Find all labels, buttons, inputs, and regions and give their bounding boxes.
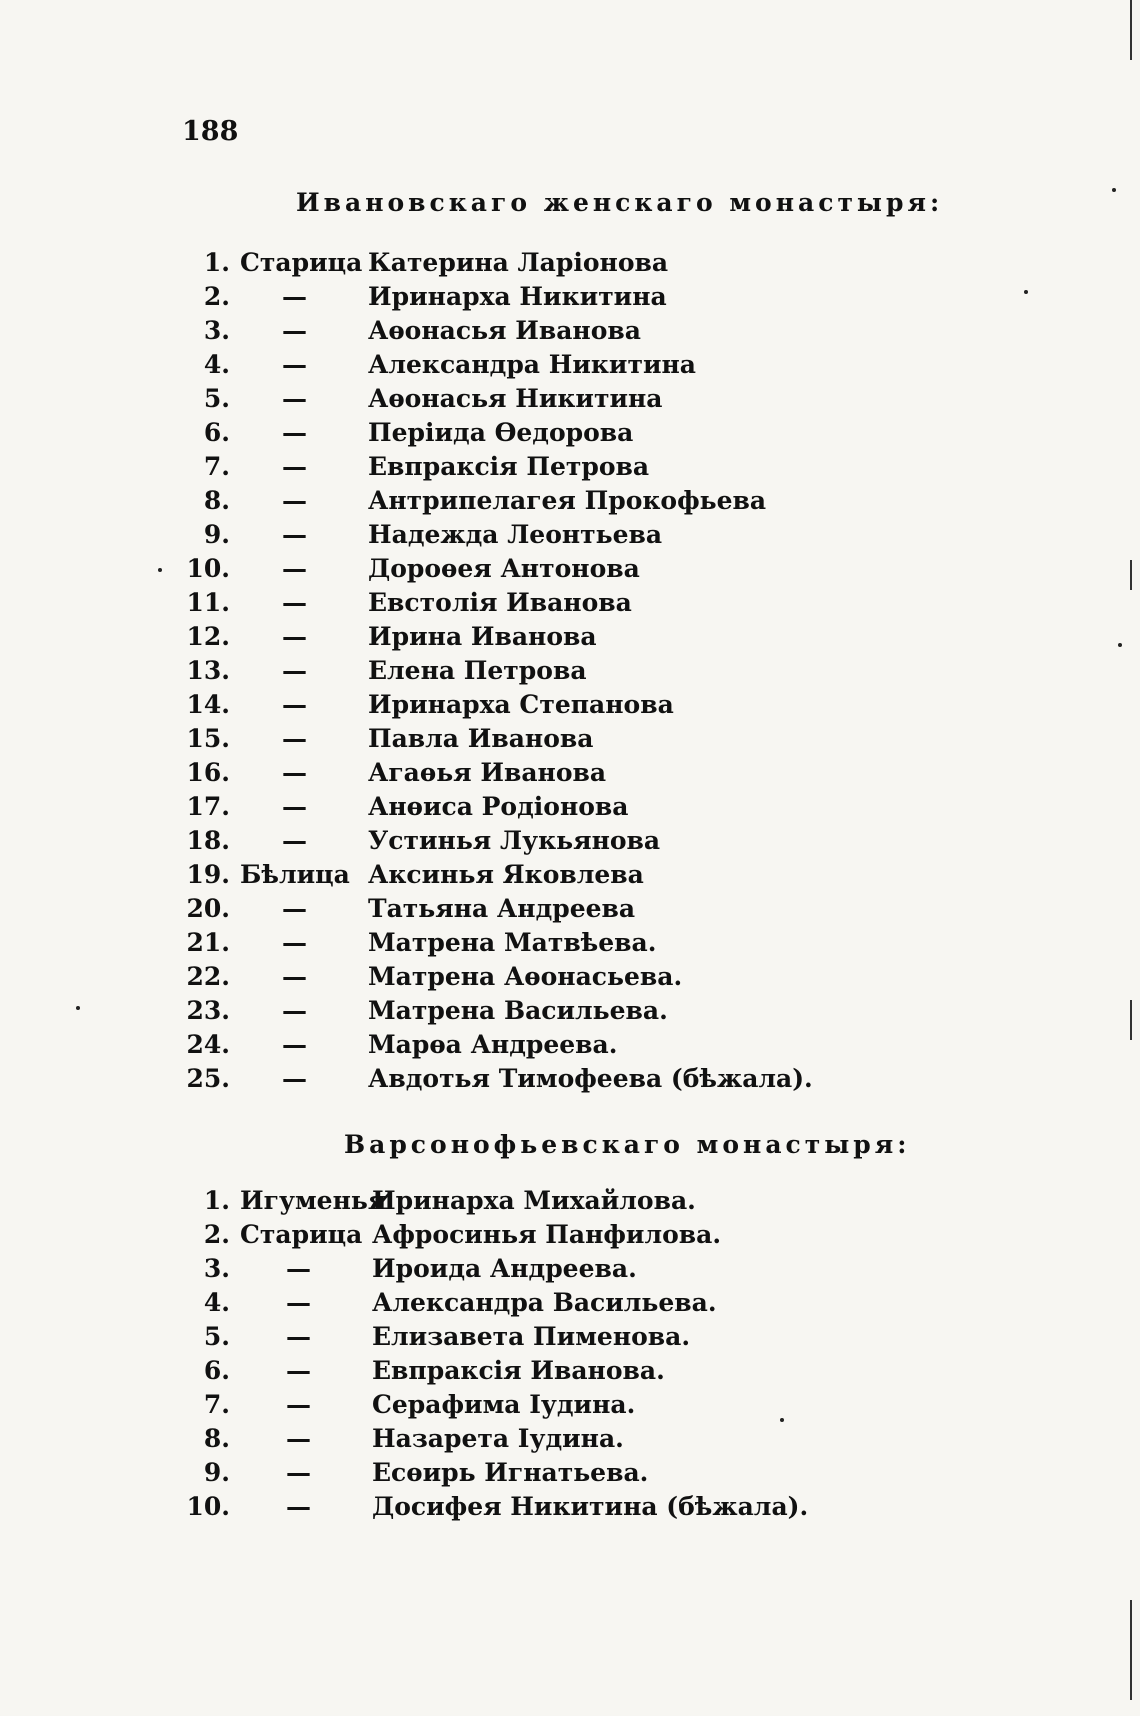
- entry-number: 18.: [186, 826, 230, 855]
- entry-name: Александра Васильева.: [372, 1288, 717, 1317]
- entry-number: 1.: [203, 248, 230, 277]
- entry-name: Анѳиса Родіонова: [368, 792, 629, 821]
- entry-name: Дороѳея Антонова: [368, 554, 640, 583]
- entry-name: Иринарха Никитина: [368, 282, 667, 311]
- entry-name: Иринарха Михайлова.: [372, 1186, 696, 1215]
- entry-name: Ирина Иванова: [368, 622, 597, 651]
- entry-name: Серафима Іудина.: [372, 1390, 636, 1419]
- entry-name: Устинья Лукьянова: [368, 826, 661, 855]
- entry-number: 13.: [186, 656, 230, 685]
- entry-rank: Старица: [240, 248, 363, 277]
- page-number: 188: [182, 116, 239, 147]
- entry-number: 25.: [186, 1064, 230, 1093]
- entry-name: Елизавета Пименова.: [372, 1322, 691, 1351]
- entry-rank: —: [282, 588, 307, 617]
- entry-rank: Старица: [240, 1220, 363, 1249]
- entry-number: 17.: [186, 792, 230, 821]
- scan-speck: [780, 1418, 784, 1422]
- entry-name: Иринарха Степанова: [368, 690, 674, 719]
- entry-number: 5.: [203, 1322, 230, 1351]
- entry-number: 11.: [186, 588, 230, 617]
- entry-rank: —: [286, 1492, 311, 1521]
- entry-number: 2.: [203, 1220, 230, 1249]
- scan-speck: [158, 568, 162, 572]
- entry-name: Афросинья Панфилова.: [372, 1220, 722, 1249]
- scan-edge-line: [1130, 1600, 1132, 1700]
- scan-speck: [1024, 290, 1028, 294]
- entry-name: Татьяна Андреева: [368, 894, 636, 923]
- entry-rank: —: [286, 1424, 311, 1453]
- entry-name: Антрипелагея Прокофьева: [368, 486, 767, 515]
- entry-number: 8.: [203, 486, 230, 515]
- entry-name: Матрена Аѳонасьева.: [368, 962, 683, 991]
- entry-name: Матрена Матвѣева.: [368, 928, 657, 957]
- entry-number: 6.: [203, 1356, 230, 1385]
- entry-rank: —: [286, 1356, 311, 1385]
- entry-name: Евстолія Иванова: [368, 588, 632, 617]
- entry-name: Ироида Андреева.: [372, 1254, 637, 1283]
- entry-rank: —: [282, 690, 307, 719]
- entry-rank: —: [286, 1254, 311, 1283]
- entry-rank: —: [286, 1390, 311, 1419]
- entry-number: 12.: [186, 622, 230, 651]
- entry-rank: —: [282, 452, 307, 481]
- section-title-ivanovsky: Ивановскаго женскаго монастыря:: [296, 188, 944, 217]
- entry-rank: —: [282, 826, 307, 855]
- entry-rank: —: [282, 1064, 307, 1093]
- entry-rank: —: [282, 520, 307, 549]
- entry-number: 21.: [186, 928, 230, 957]
- entry-number: 10.: [186, 554, 230, 583]
- entry-rank: —: [282, 486, 307, 515]
- entry-number: 22.: [186, 962, 230, 991]
- entry-number: 20.: [186, 894, 230, 923]
- entry-number: 10.: [186, 1492, 230, 1521]
- entry-name: Есѳирь Игнатьева.: [372, 1458, 649, 1487]
- entry-rank: —: [286, 1322, 311, 1351]
- scan-speck: [1112, 188, 1116, 192]
- entry-number: 4.: [203, 1288, 230, 1317]
- entry-number: 14.: [186, 690, 230, 719]
- entry-rank: —: [282, 282, 307, 311]
- entry-number: 2.: [203, 282, 230, 311]
- entry-name: Перiида Ѳедорова: [368, 418, 634, 447]
- entry-rank: —: [282, 554, 307, 583]
- entry-rank: —: [282, 928, 307, 957]
- entry-name: Надежда Леонтьева: [368, 520, 663, 549]
- entry-rank: —: [282, 996, 307, 1025]
- entry-name: Аѳонасья Никитина: [368, 384, 663, 413]
- entry-number: 6.: [203, 418, 230, 447]
- entry-name: Аксинья Яковлева: [368, 860, 644, 889]
- entry-number: 9.: [203, 1458, 230, 1487]
- entry-rank: —: [282, 724, 307, 753]
- entry-number: 24.: [186, 1030, 230, 1059]
- entry-rank: —: [286, 1288, 311, 1317]
- entry-name: Назарета Іудина.: [372, 1424, 624, 1453]
- entry-name: Павла Иванова: [368, 724, 594, 753]
- entry-name: Досифея Никитина (бѣжала).: [372, 1492, 809, 1521]
- entry-rank: —: [282, 384, 307, 413]
- entry-name: Матрена Васильева.: [368, 996, 668, 1025]
- entry-rank: Игуменья: [240, 1186, 387, 1215]
- entry-rank: —: [282, 350, 307, 379]
- entry-rank: —: [282, 418, 307, 447]
- entry-number: 8.: [203, 1424, 230, 1453]
- entry-number: 19.: [186, 860, 230, 889]
- scan-edge-line: [1130, 560, 1132, 590]
- entry-number: 1.: [203, 1186, 230, 1215]
- entry-number: 23.: [186, 996, 230, 1025]
- entry-name: Авдотья Тимофеева (бѣжала).: [368, 1064, 813, 1093]
- entry-number: 3.: [203, 1254, 230, 1283]
- entry-rank: —: [282, 316, 307, 345]
- entry-name: Александра Никитина: [368, 350, 697, 379]
- entry-name: Елена Петрова: [368, 656, 587, 685]
- entry-number: 7.: [203, 452, 230, 481]
- entry-rank: Бѣлица: [240, 860, 350, 889]
- entry-rank: —: [282, 1030, 307, 1059]
- entry-number: 4.: [203, 350, 230, 379]
- entry-name: Катерина Ларіонова: [368, 248, 669, 277]
- entry-name: Евпраксія Петрова: [368, 452, 650, 481]
- entry-rank: —: [282, 758, 307, 787]
- entry-name: Аѳонасья Иванова: [368, 316, 641, 345]
- scan-edge-line: [1130, 0, 1132, 60]
- section-title-varsonofievsky: Варсонофьевскаго монастыря:: [344, 1130, 911, 1159]
- entry-name: Марѳа Андреева.: [368, 1030, 618, 1059]
- entry-number: 16.: [186, 758, 230, 787]
- entry-rank: —: [282, 962, 307, 991]
- entry-number: 9.: [203, 520, 230, 549]
- entry-number: 5.: [203, 384, 230, 413]
- entry-number: 15.: [186, 724, 230, 753]
- entry-name: Агаѳья Иванова: [368, 758, 607, 787]
- entry-name: Евпраксія Иванова.: [372, 1356, 665, 1385]
- entry-number: 3.: [203, 316, 230, 345]
- scan-edge-line: [1130, 1000, 1132, 1040]
- scan-speck: [1118, 643, 1122, 647]
- entry-rank: —: [282, 792, 307, 821]
- entry-rank: —: [282, 622, 307, 651]
- entry-rank: —: [286, 1458, 311, 1487]
- scan-speck: [76, 1006, 80, 1010]
- entry-number: 7.: [203, 1390, 230, 1419]
- entry-rank: —: [282, 656, 307, 685]
- entry-rank: —: [282, 894, 307, 923]
